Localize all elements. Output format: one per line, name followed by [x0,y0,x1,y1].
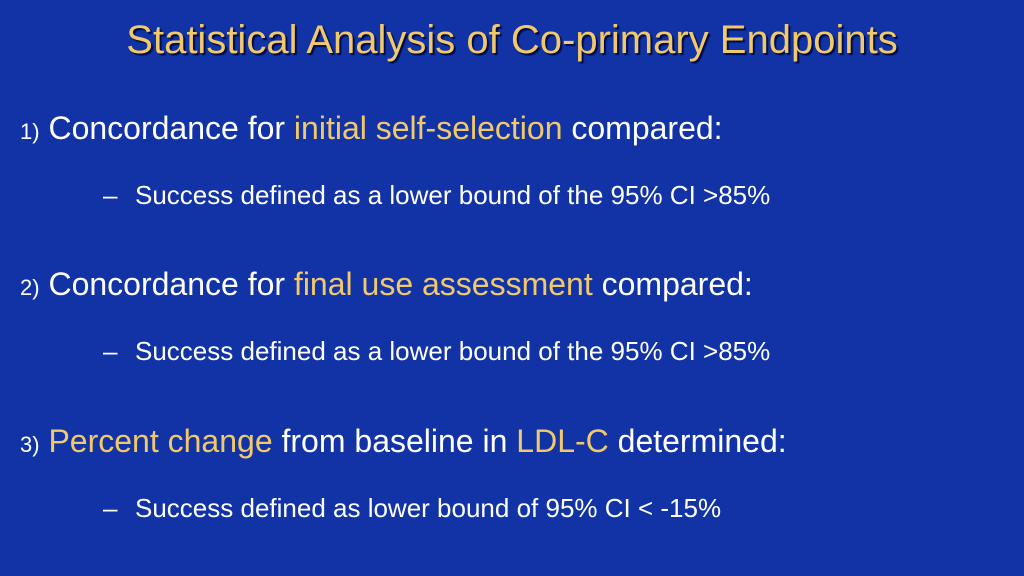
item-number: 2) [20,275,40,300]
item-text-highlight: LDL-C [516,423,609,459]
sub-item-2 [103,335,770,367]
item-text-part: compared: [562,110,723,146]
item-text-part: Concordance for [48,266,294,302]
list-item-1 [20,108,723,152]
sub-item-text: Success defined as a lower bound of the 95% CI >85% [135,180,771,210]
item-text-highlight: final use assessment [293,266,593,302]
dash-bullet: – [103,180,118,210]
item-number: 3) [20,432,40,457]
item-text-part: Concordance for [48,110,294,146]
list-item-2 [20,264,753,308]
item-text-part: from baseline in [272,423,517,459]
sub-item-text: Success defined as lower bound of 95% CI < -15% [135,493,722,523]
item-text-highlight: initial self-selection [293,110,563,146]
item-text-highlight: Percent change [48,423,273,459]
item-text-part: compared: [592,266,753,302]
item-number: 1) [20,119,40,144]
slide-title: Statistical Analysis of Co-primary Endpoints [126,18,898,62]
sub-item-text: Success defined as a lower bound of the 95% CI >85% [135,336,771,366]
dash-bullet: – [103,336,118,366]
list-item-3 [20,421,787,465]
dash-bullet: – [103,493,118,523]
sub-item-3 [103,492,721,524]
item-text-part: determined: [608,423,787,459]
sub-item-1 [103,179,770,211]
